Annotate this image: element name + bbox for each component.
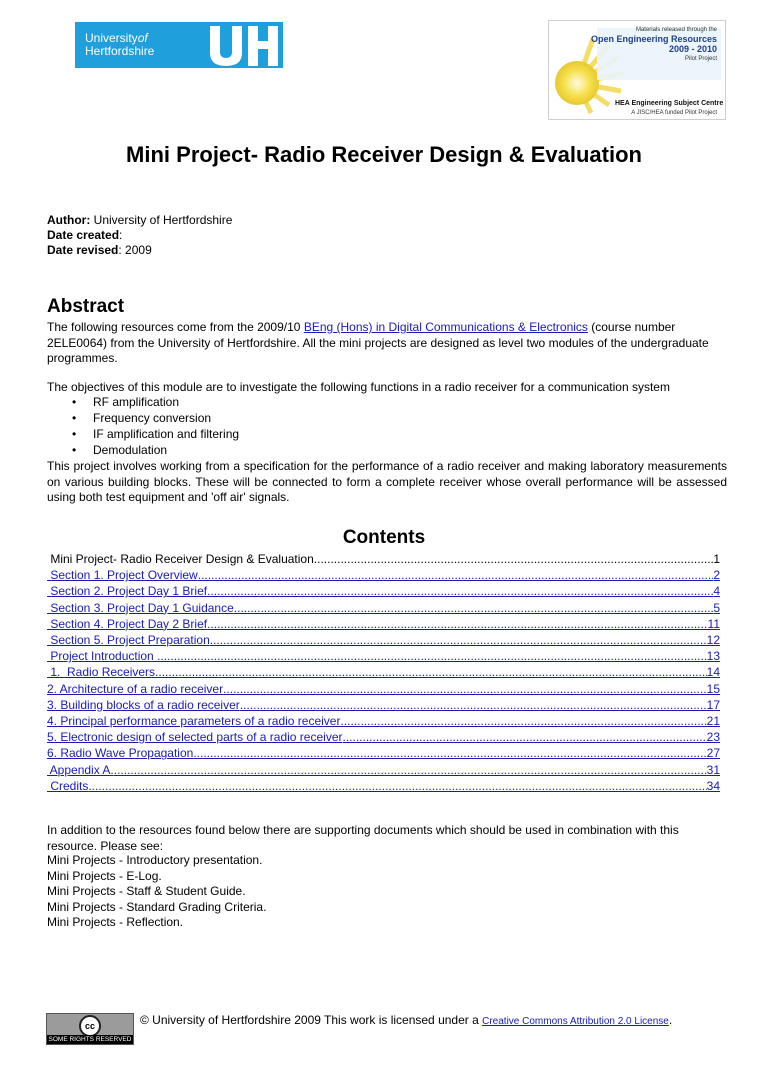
- toc-entry-label: 5. Electronic design of selected parts of a radio receiver: [47, 730, 343, 745]
- list-item: Mini Projects - Reflection.: [47, 915, 184, 929]
- toc-entry-label: Appendix A.: [47, 762, 114, 777]
- toc-leader-dots: [340, 713, 706, 729]
- toc-entry-label: Project Introduction: [47, 649, 158, 664]
- logo-line1: University: [85, 31, 138, 45]
- toc-entry-page: 15: [706, 681, 720, 696]
- toc-entry-label: Section 1. Project Overview: [47, 568, 198, 583]
- hea-line3: Pilot Project: [684, 56, 717, 62]
- toc-entry-page: 5: [713, 600, 720, 615]
- creative-commons-badge[interactable]: [46, 1013, 134, 1045]
- toc-entry-page: 27: [706, 746, 720, 761]
- toc-entry[interactable]: [47, 745, 720, 761]
- toc-leader-dots: [193, 745, 706, 761]
- toc-entry-page: 4: [713, 584, 720, 599]
- toc-entry[interactable]: [47, 713, 720, 729]
- toc-leader-dots: [157, 648, 707, 664]
- hea-line1: Open Engineering Resources: [590, 34, 717, 44]
- supporting-list: [47, 853, 727, 931]
- toc-entry-label: Section 3. Project Day 1 Guidance: [47, 600, 234, 615]
- toc-leader-dots: [198, 567, 714, 583]
- document-meta: [47, 213, 232, 258]
- toc-entry-label: Section 5. Project Preparation: [47, 633, 210, 648]
- date-created-line: [47, 228, 232, 243]
- table-of-contents: [47, 551, 720, 794]
- degree-link[interactable]: BEng (Hons) in Digital Communications & Electronics: [303, 320, 588, 334]
- toc-entry-page: 23: [706, 730, 720, 745]
- logo-line2: Hertfordshire: [85, 44, 155, 58]
- abstract-p1-text: The following resources come from the 2009/10: [47, 320, 304, 334]
- toc-entry-label: 4. Principal performance parameters of a radio receiver: [47, 714, 341, 729]
- toc-entry-label: 2. Architecture of a radio receiver: [47, 681, 224, 696]
- abstract-paragraph-2: The objectives of this module are to investigate the following functions in a radio receiver for a communication system: [47, 380, 670, 394]
- toc-entry-label: Section 2. Project Day 1 Brief: [47, 584, 208, 599]
- toc-entry-label: 3. Building blocks of a radio receiver: [47, 697, 240, 712]
- list-item: Mini Projects - Staff & Student Guide.: [47, 884, 246, 898]
- author-label: Author:: [47, 213, 91, 227]
- toc-entry[interactable]: [47, 600, 720, 616]
- contents-heading: Contents: [342, 527, 426, 548]
- toc-entry[interactable]: [47, 551, 720, 567]
- date-revised-label: Date revised: [47, 243, 119, 257]
- page-title: Mini Project- Radio Receiver Design & Evaluation: [126, 142, 642, 167]
- toc-leader-dots: [114, 762, 707, 778]
- hea-engineering-logo: [548, 20, 726, 120]
- list-item: Mini Projects - Introductory presentation.: [47, 853, 263, 867]
- toc-entry-label: 1. Radio Receivers: [47, 665, 156, 680]
- abstract-heading: Abstract: [47, 296, 125, 317]
- license-link[interactable]: Creative Commons Attribution 2.0 License: [482, 1016, 669, 1027]
- toc-entry-page: 12: [706, 633, 720, 648]
- toc-entry[interactable]: [47, 697, 720, 713]
- toc-leader-dots: [343, 729, 707, 745]
- list-item: • Demodulation: [93, 442, 239, 458]
- license-footer: [140, 1013, 672, 1027]
- university-logo-text: [85, 32, 154, 58]
- toc-entry-page: 34: [706, 778, 720, 793]
- hea-title-block: [591, 34, 717, 64]
- toc-leader-dots: [240, 697, 707, 713]
- list-item: • IF amplification and filtering: [93, 426, 239, 442]
- toc-entry[interactable]: [47, 778, 720, 794]
- toc-entry-page: 13: [706, 649, 720, 664]
- toc-leader-dots: [88, 778, 706, 794]
- hea-line2: 2009 - 2010: [668, 44, 717, 54]
- cc-icon: cc: [79, 1015, 101, 1037]
- toc-entry-page: 11: [707, 616, 720, 631]
- date-created-label: Date created: [47, 228, 120, 242]
- license-text: © University of Hertfordshire 2009 This work is licensed under a: [140, 1013, 483, 1027]
- logo-line1-italic: of: [137, 31, 148, 45]
- toc-leader-dots: [314, 551, 714, 567]
- cc-badge-text: SOME RIGHTS RESERVED: [48, 1036, 132, 1043]
- date-created-value: :: [119, 228, 123, 242]
- objectives-list: [47, 394, 239, 458]
- toc-entry[interactable]: [47, 648, 720, 664]
- toc-leader-dots: [234, 600, 714, 616]
- toc-entry-label: Section 4. Project Day 2 Brief: [47, 616, 208, 631]
- toc-entry-label: Mini Project- Radio Receiver Design & Evaluation: [47, 552, 314, 566]
- toc-entry[interactable]: [47, 664, 720, 680]
- hea-center-text: HEA Engineering Subject Centre: [615, 100, 724, 107]
- toc-leader-dots: [223, 681, 707, 697]
- toc-entry-label: Credits: [47, 778, 89, 793]
- toc-entry-page: 1: [713, 552, 720, 566]
- toc-entry[interactable]: [47, 616, 720, 632]
- toc-entry[interactable]: [47, 567, 720, 583]
- uh-monogram-icon: [208, 26, 280, 66]
- toc-entry-page: 14: [706, 665, 720, 680]
- toc-leader-dots: [207, 583, 713, 599]
- toc-entry-page: 21: [706, 714, 720, 729]
- toc-entry-page: 31: [706, 762, 720, 777]
- supporting-intro: In addition to the resources found below there are supporting documents which should be used in combination with this resource. Please see:: [47, 823, 679, 853]
- toc-leader-dots: [207, 616, 707, 632]
- list-item: • RF amplification: [93, 394, 239, 410]
- toc-entry[interactable]: [47, 583, 720, 599]
- toc-leader-dots: [155, 664, 707, 680]
- list-item: Mini Projects - E-Log.: [47, 868, 162, 883]
- toc-entry-page: 17: [706, 697, 720, 712]
- toc-entry[interactable]: [47, 729, 720, 745]
- date-revised-value: : 2009: [118, 243, 152, 257]
- toc-entry[interactable]: [47, 681, 720, 697]
- list-item: • Frequency conversion: [93, 410, 239, 426]
- license-end: .: [668, 1013, 673, 1027]
- hea-small-top: Materials released through the: [635, 27, 717, 33]
- toc-entry-page: 2: [713, 568, 720, 583]
- list-item: Mini Projects - Standard Grading Criteria.: [47, 899, 267, 914]
- hea-small-bottom: A JISC/HEA funded Pilot Project: [631, 110, 717, 116]
- abstract-p1-rest: (course number 2ELE0064) from the University of Hertfordshire. All the mini projects are designed as level two modules of the undergraduate programmes.: [47, 320, 709, 365]
- university-logo: [75, 22, 283, 68]
- toc-entry[interactable]: [47, 762, 720, 778]
- abstract-paragraph-1: [47, 320, 727, 367]
- abstract-paragraph-3: This project involves working from a specification for the performance of a radio receiver and making laboratory measurements on various building blocks. These will be connected to form a complete receiver whose overall performance will be assessed using both test equipment and 'off air' signals.: [47, 459, 727, 504]
- toc-entry[interactable]: [47, 632, 720, 648]
- toc-entry-label: 6. Radio Wave Propagation: [47, 746, 194, 761]
- toc-leader-dots: [210, 632, 707, 648]
- author-value: University of Hertfordshire: [90, 213, 233, 227]
- date-revised-line: [47, 243, 232, 258]
- author-line: [47, 213, 232, 228]
